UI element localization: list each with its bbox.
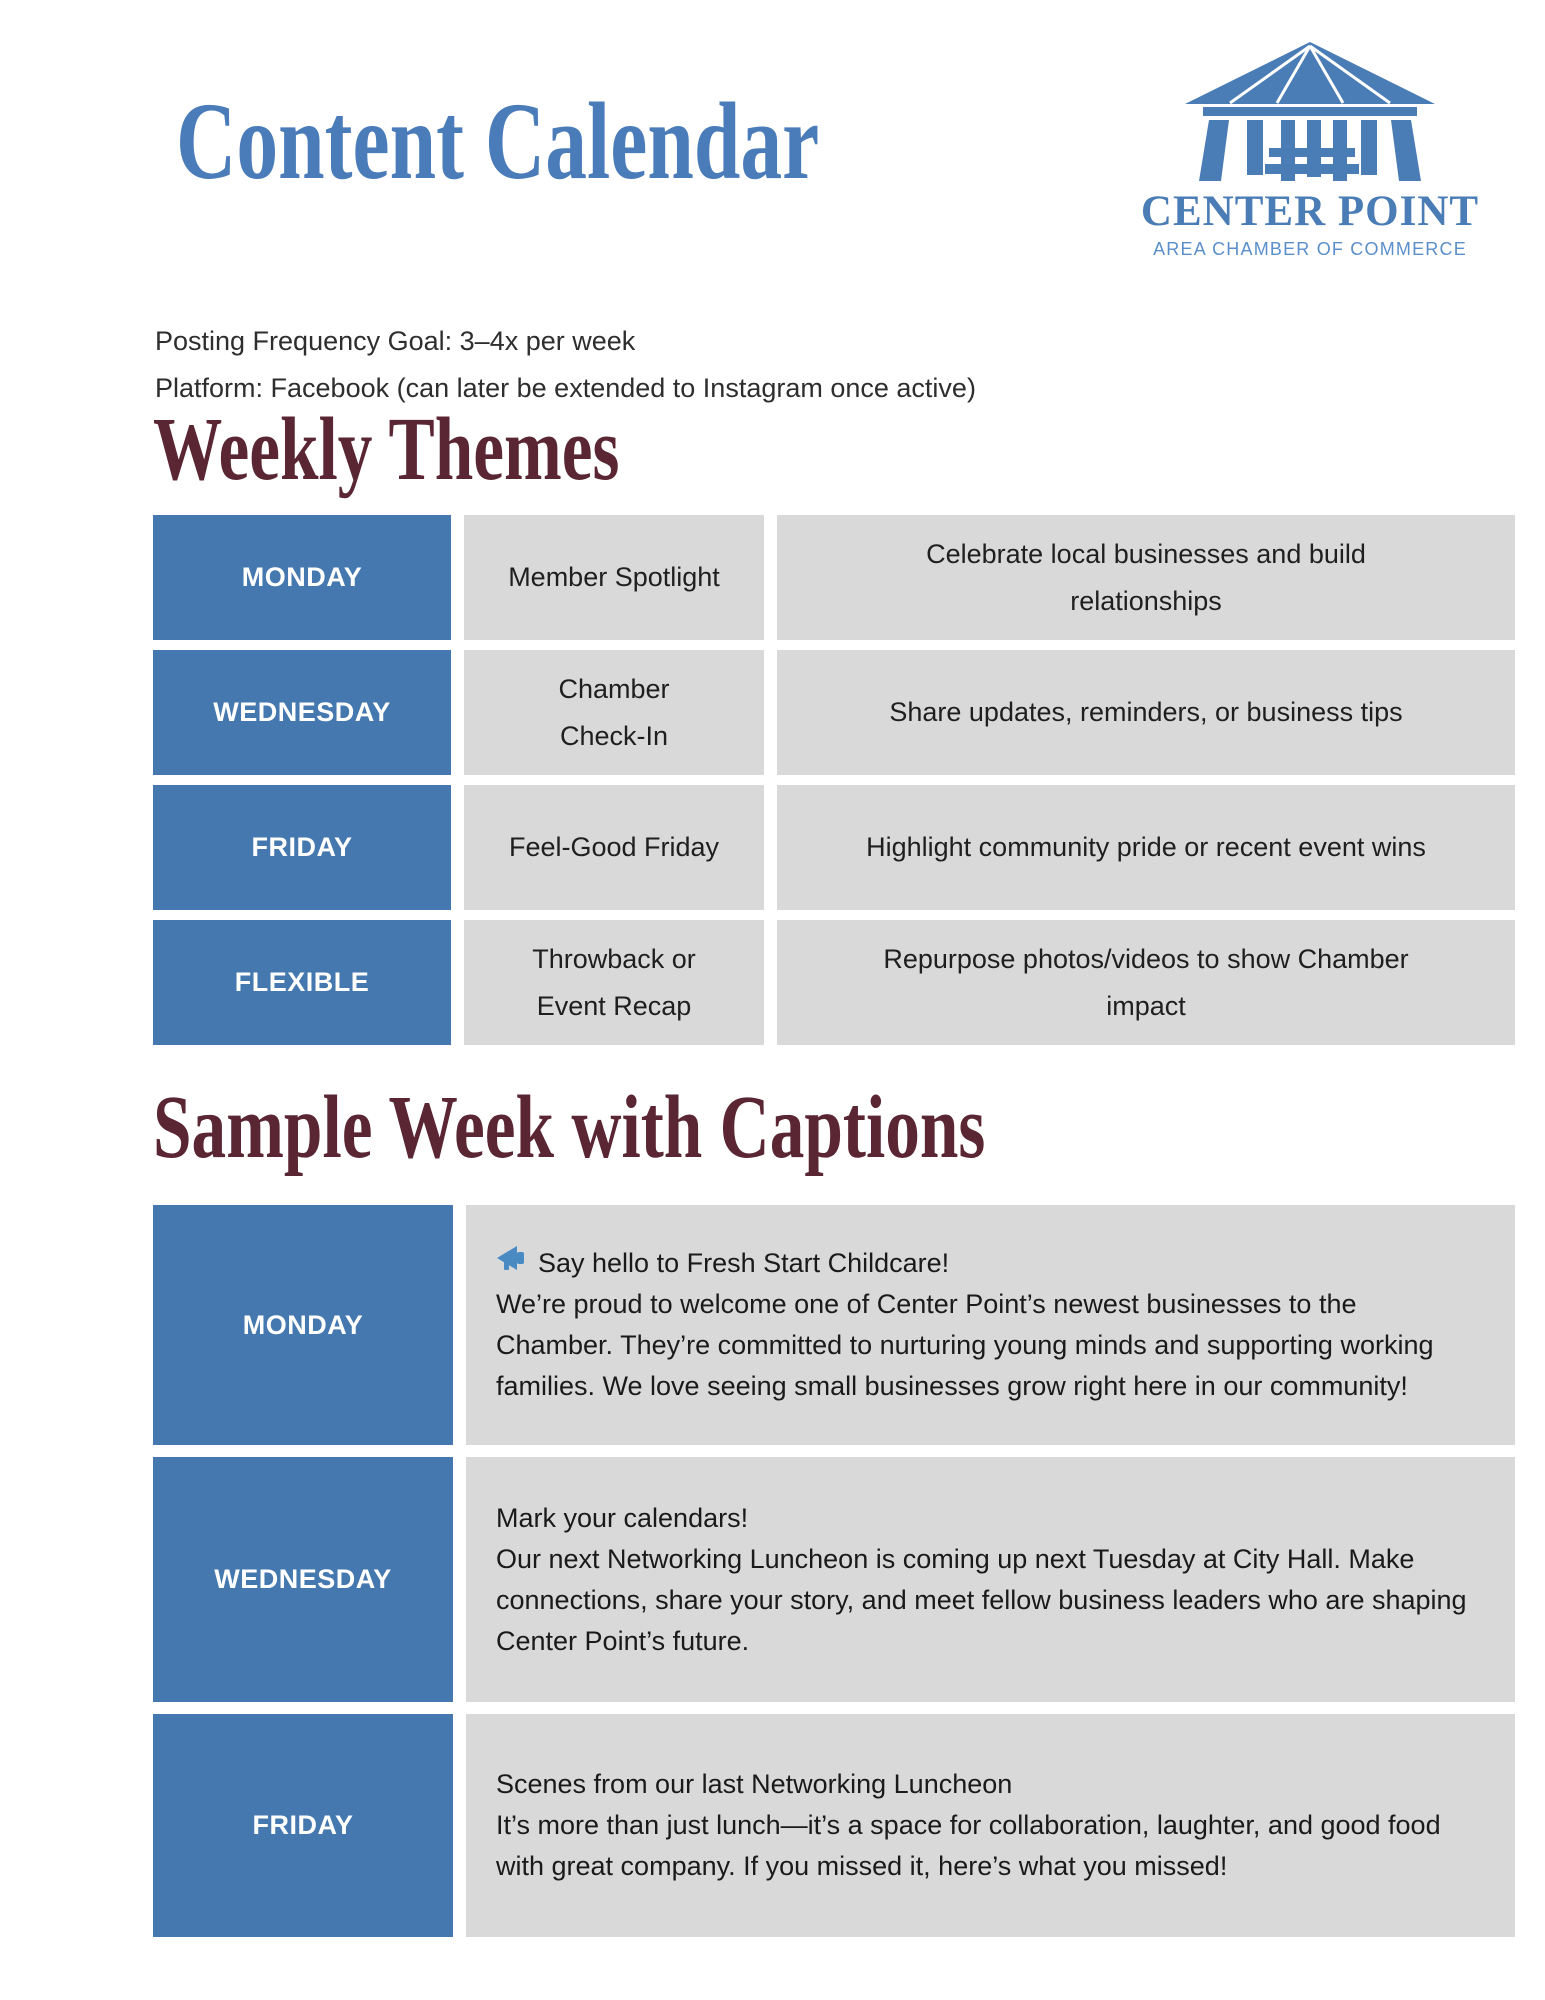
- purpose-cell: [777, 515, 1515, 640]
- caption-cell: [466, 1205, 1515, 1445]
- table-row: [153, 515, 1515, 640]
- table-row: [153, 1714, 1515, 1937]
- page-title: Content Calendar: [176, 80, 820, 202]
- purpose-cell: [777, 650, 1515, 775]
- theme-line: Check-In: [559, 720, 669, 751]
- day-cell-wednesday: WEDNESDAY: [153, 650, 451, 775]
- caption-body: It’s more than just lunch—it’s a space for collaboration, laughter, and good food with great company. If you missed it, here’s what you missed!: [496, 1810, 1441, 1881]
- table-row: [153, 785, 1515, 910]
- day-cell-wednesday: WEDNESDAY: [153, 1457, 453, 1702]
- theme-cell: [464, 515, 764, 640]
- sample-week-table: [153, 1205, 1515, 1937]
- table-row: [153, 1457, 1515, 1702]
- sample-week-heading: Sample Week with Captions: [153, 1078, 986, 1177]
- theme-line: Chamber: [558, 673, 670, 704]
- theme-cell: [464, 650, 764, 775]
- theme-cell: [464, 920, 764, 1045]
- posting-meta: [155, 318, 976, 412]
- theme-line: Throwback or: [532, 943, 696, 974]
- logo-name: CENTER POINT: [1140, 188, 1480, 235]
- caption-line1: Mark your calendars!: [496, 1502, 749, 1533]
- logo-subtitle: AREA CHAMBER OF COMMERCE: [1153, 239, 1467, 259]
- day-cell-flexible: FLEXIBLE: [153, 920, 451, 1045]
- purpose-line: Share updates, reminders, or business tips: [889, 697, 1403, 727]
- day-cell-friday: FRIDAY: [153, 1714, 453, 1937]
- day-cell-friday: FRIDAY: [153, 785, 451, 910]
- purpose-line: Highlight community pride or recent event wins: [866, 832, 1426, 862]
- day-cell-monday: MONDAY: [153, 515, 451, 640]
- table-row: [153, 650, 1515, 775]
- theme-line: Event Recap: [536, 990, 692, 1021]
- purpose-line: relationships: [1070, 585, 1222, 616]
- purpose-line: impact: [1106, 990, 1186, 1021]
- theme-line: Member Spotlight: [508, 562, 720, 592]
- platform-line: Platform: Facebook (can later be extended to Instagram once active): [155, 373, 976, 403]
- caption-line1: Say hello to Fresh Start Childcare!: [538, 1248, 950, 1278]
- caption-cell: [466, 1457, 1515, 1702]
- gazebo-icon: [1130, 40, 1490, 185]
- caption-body: We’re proud to welcome one of Center Point’s newest businesses to the Chamber. They’re committed to nurturing young minds and supporting working families. We love seeing small businesses grow right here in our community!: [496, 1289, 1434, 1401]
- day-cell-monday: MONDAY: [153, 1205, 453, 1445]
- purpose-line: Celebrate local businesses and build: [926, 538, 1366, 569]
- posting-frequency-line: Posting Frequency Goal: 3–4x per week: [155, 326, 636, 356]
- table-row: [153, 1205, 1515, 1445]
- megaphone-icon: [496, 1243, 528, 1284]
- caption-line1: Scenes from our last Networking Luncheon: [496, 1769, 1013, 1799]
- purpose-line: Repurpose photos/videos to show Chamber: [883, 943, 1409, 974]
- purpose-cell: [777, 785, 1515, 910]
- weekly-themes-table: [153, 515, 1515, 1045]
- table-row: [153, 920, 1515, 1045]
- caption-cell: [466, 1714, 1515, 1937]
- theme-line: Feel-Good Friday: [508, 832, 720, 862]
- chamber-logo: [1130, 40, 1490, 260]
- caption-body: Our next Networking Luncheon is coming up next Tuesday at City Hall. Make connections, share your story, and meet fellow business leaders who are shaping Center Point’s future.: [496, 1543, 1467, 1656]
- theme-cell: [464, 785, 764, 910]
- weekly-themes-heading: Weekly Themes: [153, 400, 620, 499]
- purpose-cell: [777, 920, 1515, 1045]
- caption-headline: [496, 1243, 1479, 1284]
